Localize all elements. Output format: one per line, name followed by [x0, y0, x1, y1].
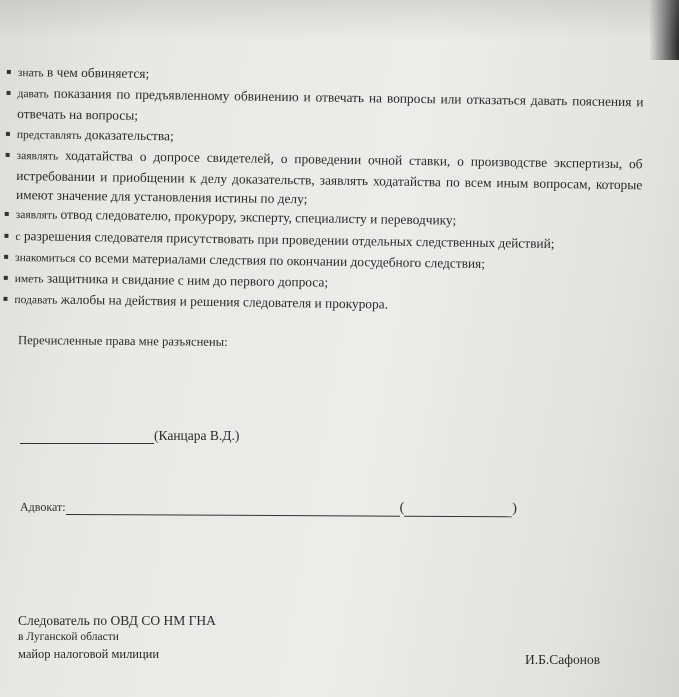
rights-explained-statement: Перечисленные права мне разъяснены: [17, 333, 228, 349]
bullet-icon [7, 91, 11, 95]
investigator-rank: майор налоговой милиции [18, 647, 160, 661]
bullet-icon [3, 297, 7, 301]
advocate-paren-close: ) [512, 501, 517, 517]
advocate-name-blank [404, 502, 512, 518]
accused-name: (Канцара В.Д.) [154, 428, 240, 443]
list-item: иметь защитника и свидание с ним до первого допроса; [11, 268, 641, 299]
list-item: подавать жалобы на действия и решения следователя и прокурора. [10, 289, 640, 320]
advocate-signature-blank [66, 500, 400, 517]
advocate-paren-open: ( [399, 500, 405, 516]
bullet-icon [4, 234, 8, 238]
list-item: заявлять отвод следователю, прокурору, эксперту, специалисту и переводчику; [12, 204, 642, 235]
bullet-icon [7, 70, 11, 74]
bullet-icon [4, 255, 8, 259]
bullet-icon [6, 153, 10, 157]
rights-list [10, 62, 644, 320]
list-item: знать в чем обвиняется; [14, 62, 644, 93]
list-item: с разрешения следователя присутствовать при проведении отдельных следственных действий; [11, 226, 641, 257]
advocate-signature-line [20, 499, 517, 518]
bullet-icon [4, 276, 8, 280]
list-item: заявлять ходатайства о допросе свидетелей, о проведении очной ставки, о производстве экспертизы, об истребовании и приобщении к делу доказательств, заявлять ходатайства по всем иным вопросам, которые имеют значение для установления истины по делу; [12, 145, 643, 214]
investigator-title: Следователь по ОВД СО НМ ГНА [18, 613, 216, 628]
accused-signature-line [20, 428, 239, 444]
investigator-block [18, 612, 216, 663]
bullet-icon [5, 212, 9, 216]
investigator-region: в Луганской области [18, 631, 119, 643]
list-item: давать показания по предъявленному обвинению и отвечать на вопросы или отказаться давать пояснения и отвечать на вопросы; [13, 83, 644, 133]
list-item: знакомиться со всеми материалами следствия по окончании досудебного следствия; [11, 247, 641, 278]
bullet-icon [6, 131, 10, 135]
investigator-name: И.Б.Сафонов [525, 652, 601, 667]
list-item: представлять доказательства; [13, 124, 643, 155]
advocate-label: Адвокат: [19, 499, 66, 514]
signature-blank [20, 429, 154, 444]
rights-section [10, 62, 644, 320]
